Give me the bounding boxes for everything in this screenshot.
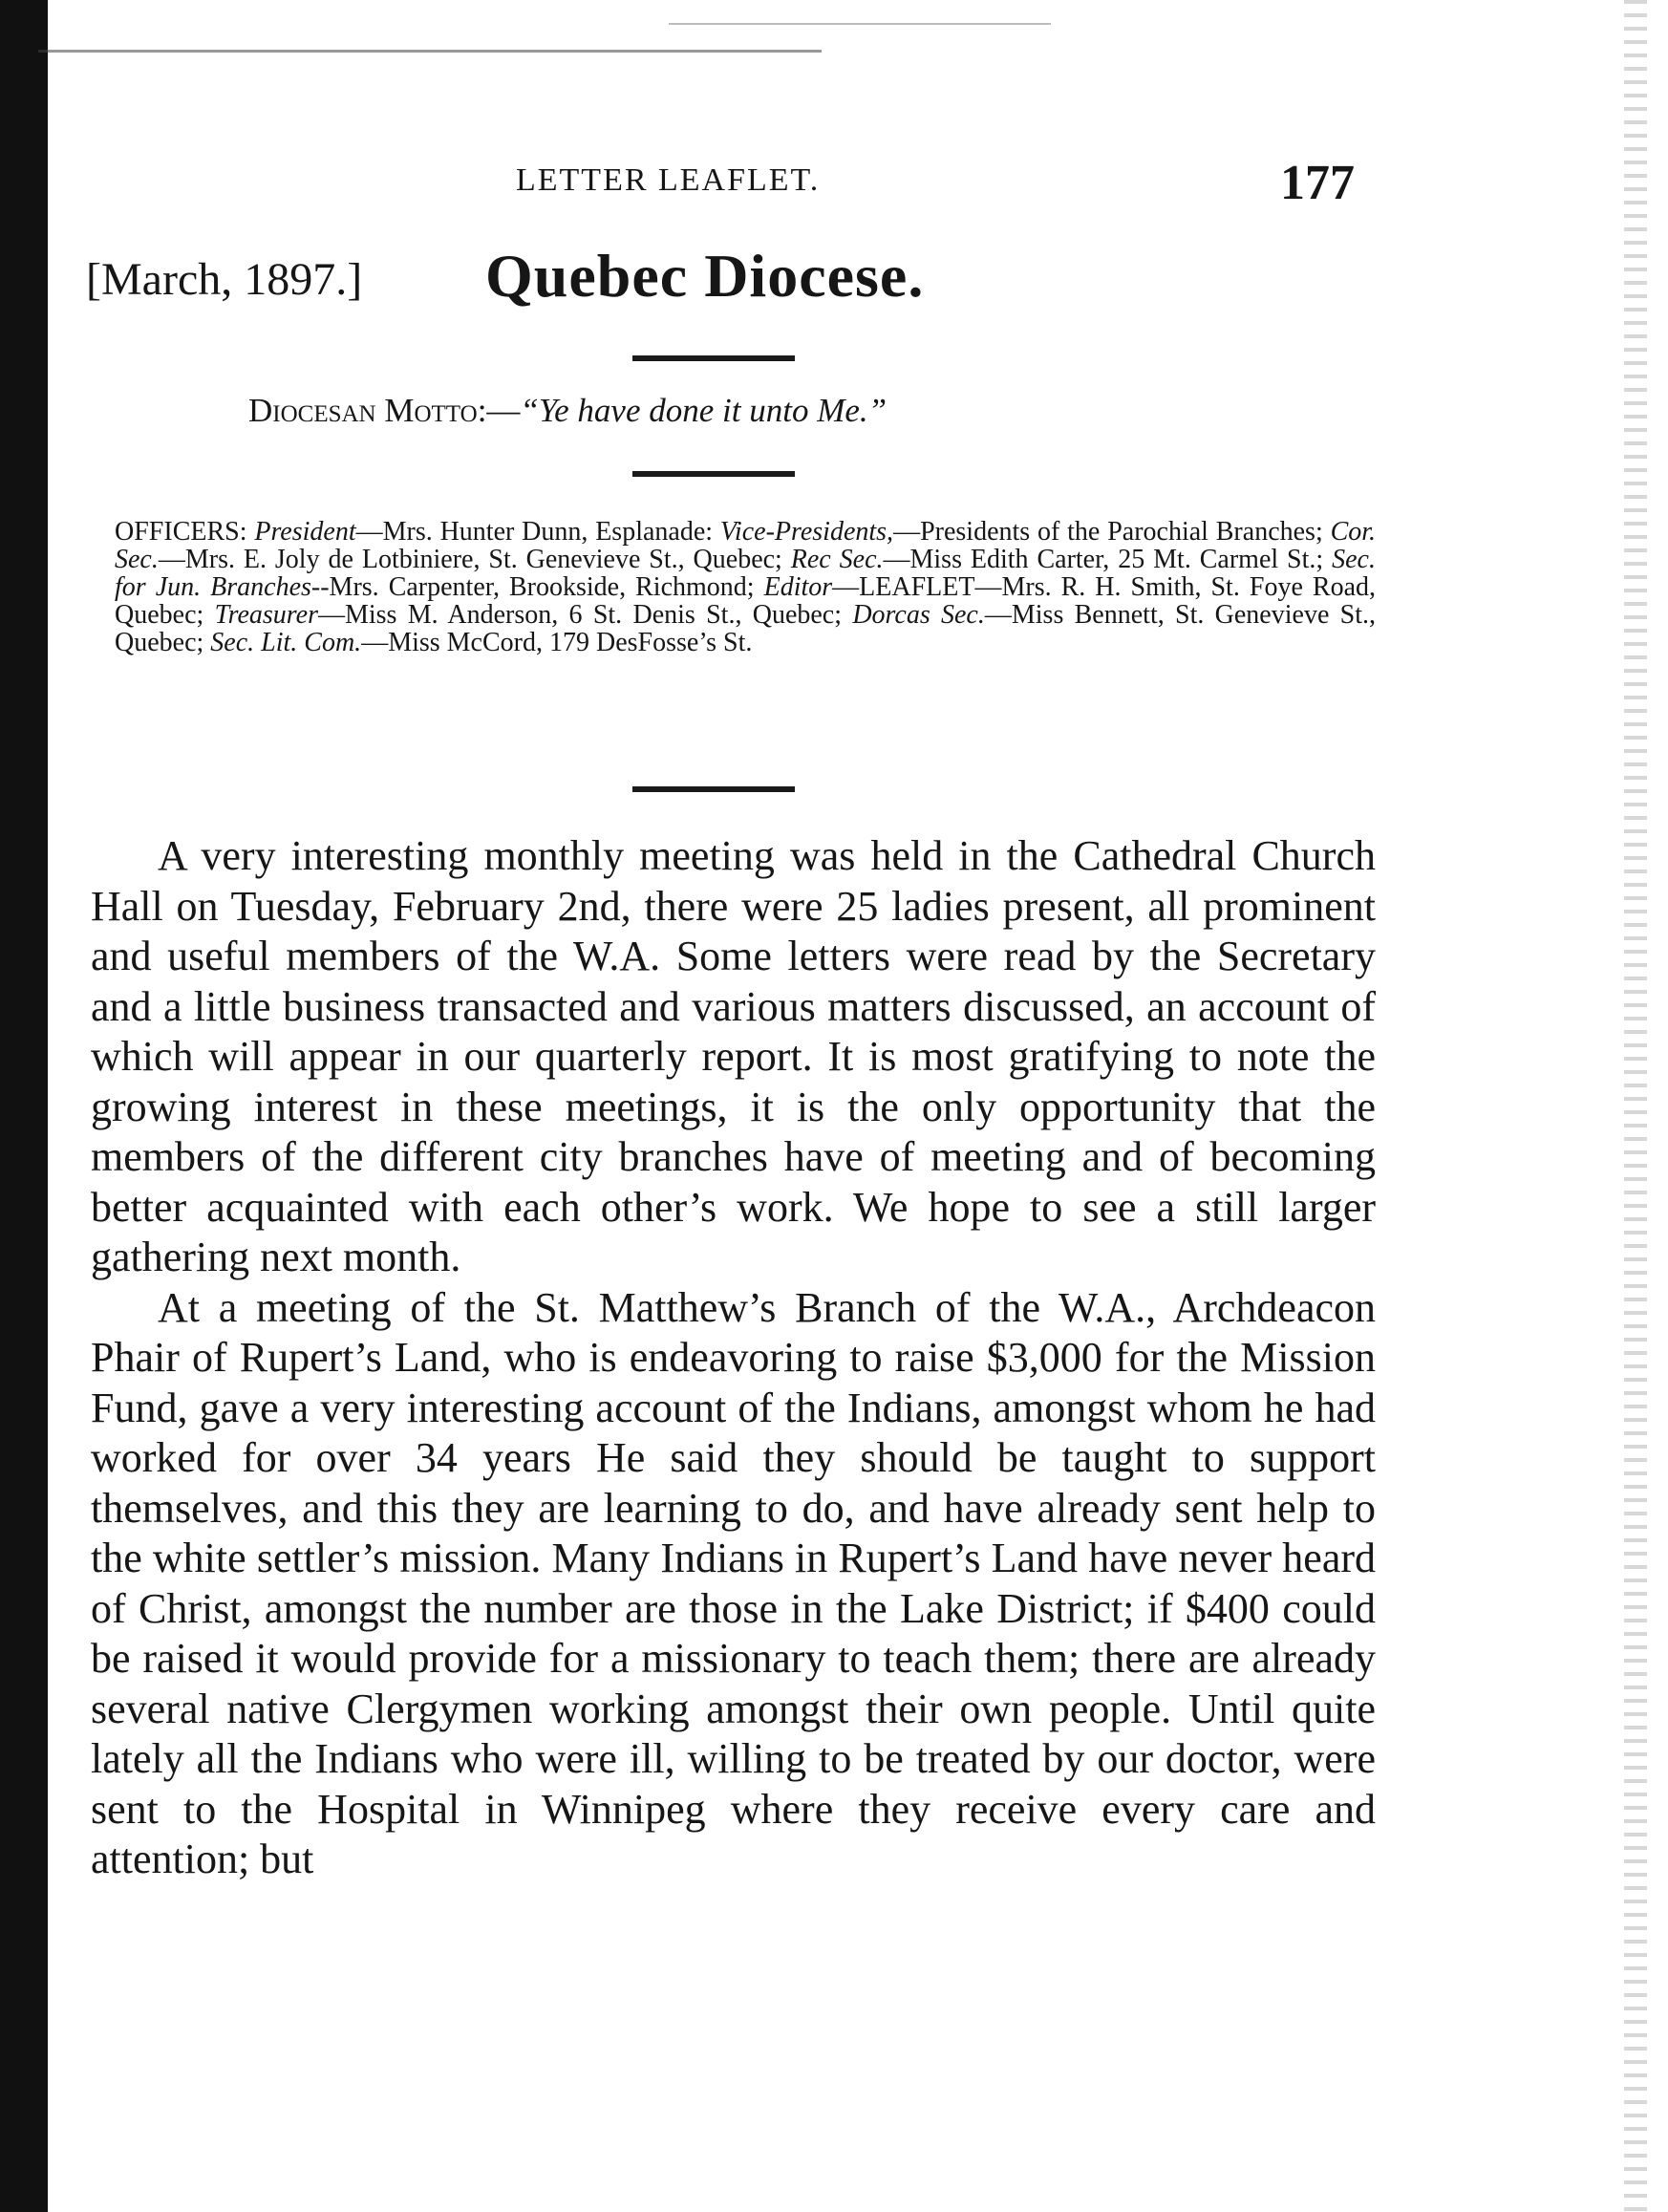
issue-date: [March, 1897.] (86, 254, 363, 305)
body-paragraph: At a meeting of the St. Matthew’s Branch of the W.A., Archdeacon Phair of Rupert’s Land, who is endeavoring to raise $3,000 for the Mission Fund, gave a very interesting account of the Indians, amongst whom he had worked for over 34 years He said they should be taught to support themselves, and this they are learning to do, and have already sent help to the white settler’s mission. Many Indians in Rupert’s Land have never heard of Christ, amongst the number are those in the Lake District; if $400 could be raised it would provide for a missionary to teach them; there are already several native Clergymen working amongst their own people. Until quite lately all the Indians who were ill, willing to be treated by our doctor, were sent to the Hospital in Winnipeg where they receive every care and attention; but (91, 1283, 1376, 1882)
officer-detail: —Miss McCord, 179 DesFosse’s St. (361, 628, 753, 657)
section-rule (632, 355, 795, 361)
scan-page-edge (1624, 0, 1647, 2212)
motto-separator: :— (477, 392, 521, 429)
motto-text: “Ye have done it unto Me.” (520, 392, 887, 429)
officer-detail: —Miss Bennett, St. Genevieve St., Quebec; (115, 600, 1377, 657)
motto-label: Diocesan Motto (248, 392, 478, 429)
officers-heading: OFFICERS: (115, 517, 247, 547)
officer-role: President (254, 517, 356, 547)
officer-detail: —Miss Edith Carter, 25 Mt. Carmel St.; (883, 545, 1324, 574)
officer-role: Cor. Sec. (115, 517, 1377, 574)
page-number: 177 (1280, 156, 1355, 210)
officer-detail: --Mrs. Carpenter, Brookside, Richmond; (310, 572, 755, 602)
officer-role: Vice-Presidents, (719, 517, 894, 547)
officer-role: Editor (763, 572, 833, 602)
scan-artifact-line (669, 23, 1051, 25)
officer-detail: —Miss M. Anderson, 6 St. Denis St., Quebec; (317, 600, 843, 630)
officer-role: Sec. for Jun. Branches (115, 545, 1376, 602)
page-title: Quebec Diocese. (485, 242, 925, 310)
officer-detail: —Mrs. Hunter Dunn, Esplanade: (355, 517, 714, 547)
officer-role: Treasurer (214, 600, 318, 630)
article-body (91, 831, 1376, 1885)
officers-list (115, 518, 1376, 656)
section-rule (632, 786, 795, 792)
body-paragraph: A very interesting monthly meeting was held in the Cathedral Church Hall on Tuesday, February 2nd, there were 25 ladies present, all prominent and useful members of the W.A. Some letters were read by the Secretary and a little business transacted and various matters discussed, an account of which will appear in our quarterly report. It is most gratifying to note the growing interest in these meetings, it is the only opportunity that the members of the different city branches have of meeting and of becoming better acquainted with each other’s work. We hope to see a still larger gathering next month. (91, 832, 1376, 1280)
scan-binding-edge (0, 0, 48, 2212)
running-head: LETTER LEAFLET. (516, 162, 821, 198)
officer-role: Dorcas Sec. (852, 600, 985, 630)
scan-artifact-line (38, 50, 822, 53)
diocesan-motto (248, 392, 887, 430)
officer-detail: —LEAFLET—Mrs. R. H. Smith, St. Foye Road, Quebec; (115, 572, 1376, 630)
officer-role: Rec Sec. (790, 545, 884, 574)
officer-detail: —Presidents of the Parochial Branches; (893, 517, 1323, 547)
officer-role: Sec. Lit. Com. (210, 628, 362, 657)
officer-detail: —Mrs. E. Joly de Lotbiniere, St. Genevieve St., Quebec; (158, 545, 782, 574)
section-rule (632, 471, 795, 477)
